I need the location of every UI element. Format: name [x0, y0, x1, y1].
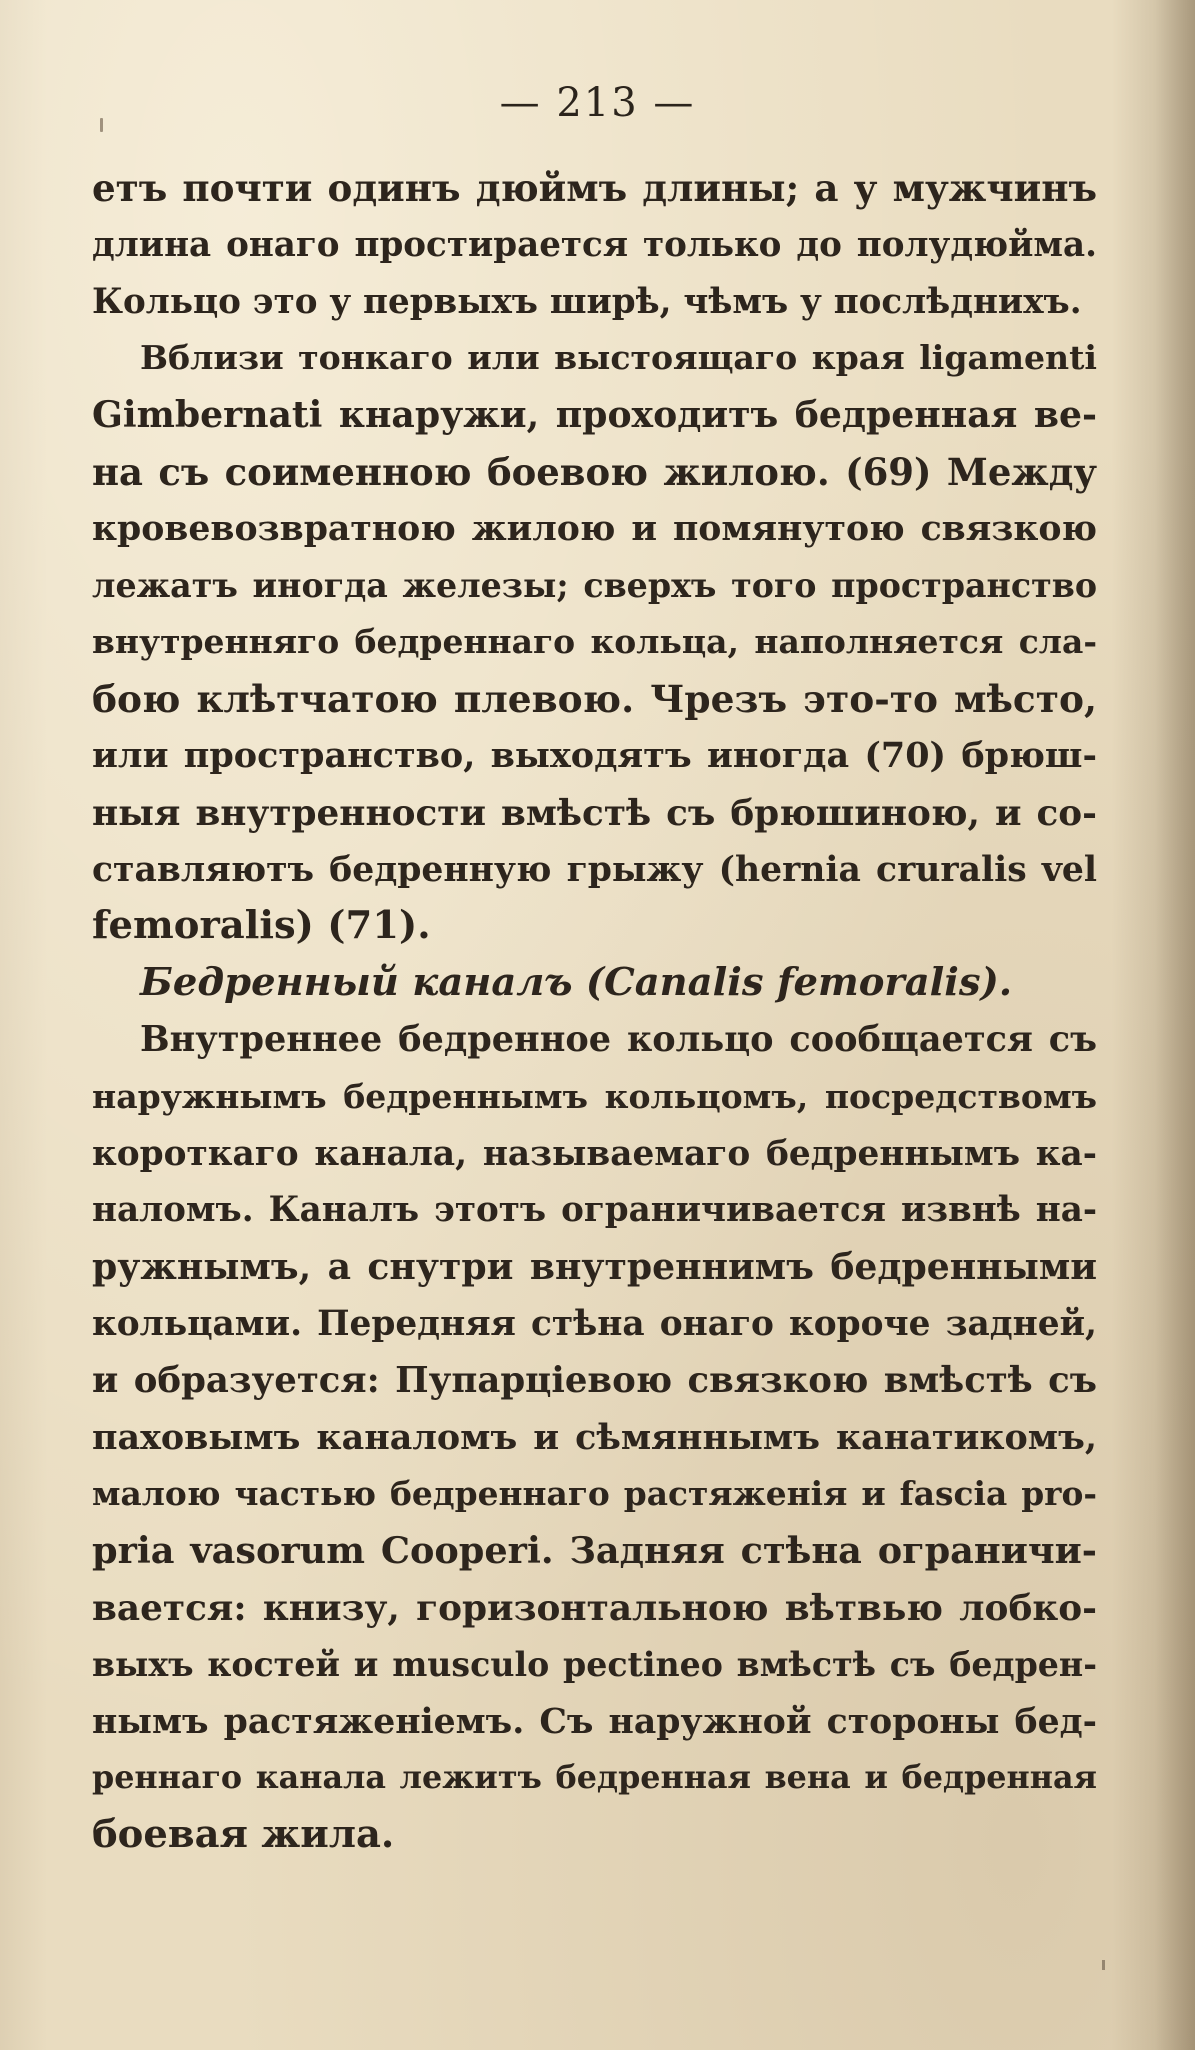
text-line: pria vasorum Cooperi. Задняя стѣна ограничи- — [92, 1529, 1097, 1573]
text-line: и образуется: Пупарціевою связкою вмѣстѣ съ — [92, 1359, 1097, 1401]
text-line: кровевозвратною жилою и помянутою связкою — [92, 507, 1097, 549]
page-number: — 213 — — [499, 80, 696, 126]
text-line: Gimbernati кнаружи, проходитъ бедренная ве- — [92, 393, 1097, 437]
text-line: наружнымъ бедреннымъ кольцомъ, посредствомъ — [92, 1076, 1097, 1116]
text-line: малою частью бедреннаго растяженія и fascia pro- — [92, 1474, 1097, 1514]
text-line: реннаго канала лежитъ бедренная вена и бедренная — [92, 1759, 1097, 1797]
body-text — [92, 160, 1097, 1864]
text-line: паховымъ каналомъ и сѣмяннымъ канатикомъ, — [92, 1416, 1097, 1458]
text-line: боевая жила. — [92, 1812, 395, 1858]
text-line: наломъ. Каналъ этотъ ограничивается извнѣ на- — [92, 1190, 1097, 1231]
page-edge-shadow — [1155, 0, 1195, 2050]
text-line: вается: книзу, горизонтальною вѣтвью лобко- — [92, 1586, 1097, 1629]
text-line: етъ почти одинъ дюймъ длины; а у мужчинъ — [92, 166, 1097, 210]
text-line: Внутреннее бедренное кольцо сообщается съ — [140, 1018, 1097, 1060]
text-line: на съ соименною боевою жилою. (69) Между — [92, 449, 1097, 494]
text-line: Кольцо это у первыхъ ширѣ, чѣмъ у послѣднихъ. — [92, 281, 1082, 322]
text-line: внутренняго бедреннаго кольца, наполняется сла- — [92, 622, 1097, 662]
text-line: лежатъ иногда железы; сверхъ того пространство — [92, 565, 1097, 605]
text-line: ныя внутренности вмѣстѣ съ брюшиною, и со- — [92, 791, 1097, 834]
text-line: femoralis) (71). — [92, 903, 431, 949]
text-line: ставляютъ бедренную грыжу (hernia cruralis vel — [92, 849, 1097, 890]
text-line: длина онаго простирается только до полудюйма. — [92, 224, 1097, 265]
text-line: бою клѣтчатою плевою. Чрезъ это-то мѣсто, — [92, 677, 1097, 722]
text-line: нымъ растяженіемъ. Съ наружной стороны бед- — [92, 1701, 1097, 1742]
section-heading: Бедренный каналъ (Canalis femoralis). — [140, 960, 1013, 1006]
text-line: Вблизи тонкаго или выстоящаго края ligamenti — [140, 338, 1097, 378]
page-speck — [1102, 1960, 1105, 1970]
text-line: короткаго канала, называемаго бедреннымъ ка- — [92, 1133, 1097, 1174]
text-line: ружнымъ, а снутри внутреннимъ бедренными — [92, 1245, 1097, 1289]
text-line: выхъ костей и musculo pectineo вмѣстѣ съ бедрен- — [92, 1644, 1097, 1684]
text-line: или пространство, выходятъ иногда (70) брюш- — [92, 734, 1097, 776]
text-line: кольцами. Передняя стѣна онаго короче задней, — [92, 1303, 1097, 1344]
